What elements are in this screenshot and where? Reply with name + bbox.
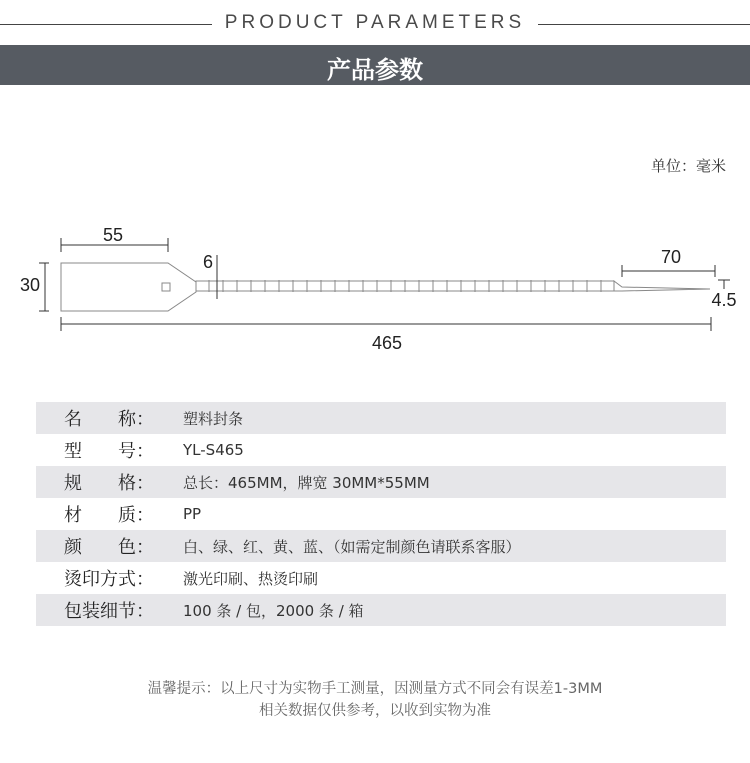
dim-line-total-length <box>61 317 711 331</box>
spec-label: 规 格： <box>64 473 154 494</box>
dim-total-length: 465 <box>371 333 403 353</box>
unit-label: 单位：毫米 <box>650 157 726 175</box>
spec-row <box>36 402 726 434</box>
note-line-2: 相关数据仅供参考，以收到实物为准 <box>259 703 491 719</box>
seal-tag <box>61 263 196 311</box>
header-divider-left <box>0 24 212 25</box>
seal-tail <box>614 281 710 291</box>
spec-row <box>36 466 726 498</box>
section-header-english <box>0 0 750 46</box>
dim-line-tag-height <box>39 263 49 311</box>
spec-label: 烫印方式： <box>64 569 154 590</box>
spec-value: 白、绿、红、黄、蓝、（如需定制颜色请联系客服） <box>183 537 521 556</box>
spec-row <box>36 594 726 626</box>
spec-value: 100 条 / 包，2000 条 / 箱 <box>183 601 364 620</box>
note-line-1: 温馨提示：以上尺寸为实物手工测量，因测量方式不同会有误差1-3MM <box>147 681 603 697</box>
spec-value: 总长：465MM，牌宽 30MM*55MM <box>183 473 430 492</box>
spec-label: 型 号： <box>64 441 154 462</box>
english-title: PRODUCT PARAMETERS <box>224 12 526 33</box>
spec-value: 塑料封条 <box>183 409 244 428</box>
spec-value: PP <box>183 505 202 523</box>
dim-line-tail-width <box>718 280 730 289</box>
spec-table <box>36 402 726 626</box>
spec-row <box>36 498 726 530</box>
spec-row <box>36 562 726 594</box>
spec-label: 包装细节： <box>64 601 154 622</box>
section-header-bar <box>0 45 750 85</box>
spec-label: 材 质： <box>64 505 154 526</box>
chinese-title: 产品参数 <box>327 56 423 84</box>
header-divider-right <box>538 24 750 25</box>
spec-row <box>36 434 726 466</box>
dim-strap-width: 6 <box>202 252 214 272</box>
spec-value: YL-S465 <box>183 441 244 459</box>
dim-tail-length: 70 <box>660 247 682 267</box>
spec-label: 名 称： <box>64 409 154 430</box>
spec-row <box>36 530 726 562</box>
product-dimension-diagram <box>0 225 750 365</box>
spec-label: 颜 色： <box>64 537 154 558</box>
dim-tag-width: 55 <box>102 225 124 245</box>
spec-value: 激光印刷、热烫印刷 <box>183 569 319 588</box>
dim-tail-width: 4.5 <box>711 290 737 310</box>
dim-tag-height: 30 <box>19 275 41 295</box>
